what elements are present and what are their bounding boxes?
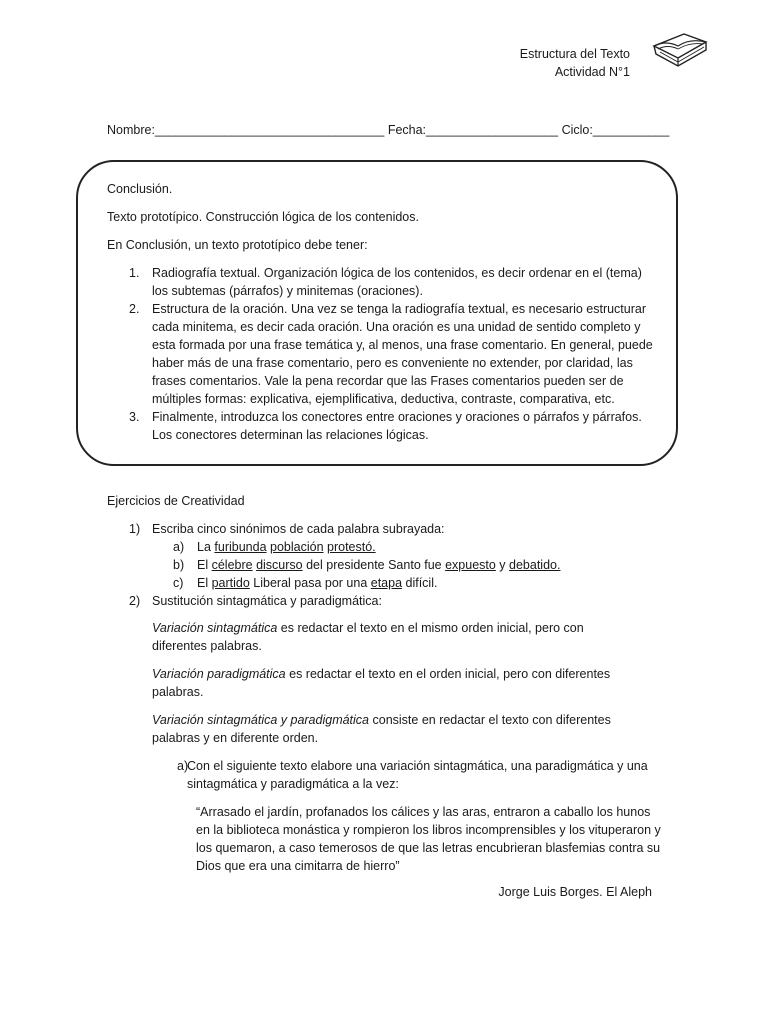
list-item: 1. Radiografía textual. Organización lógica de los contenidos, es decir ordenar en el (tema) los subtemas (párrafos) y minitemas (oraciones). (129, 266, 642, 298)
activity-number: Actividad N°1 (554, 65, 630, 79)
definitions (107, 619, 667, 747)
exercise-1a: a) La furibunda población protestó. (173, 540, 376, 554)
list-item: 2. Estructura de la oración. Una vez se tenga la radiografía textual, es necesario estructurar cada minitema, es decir cada oración. Una oración es una unidad de sentido completo y esta formada por una frase temática y, al menos, una frase comentario. En general, puede haber más de una frase comentario, pero es conveniente no extender, por claridad, las frases comentarios. Vale la pena recordar que las Frases comentarios pueden ser de múltiples formas: explicativa, ejemplificativa, deductiva, contraste, comparativa, etc. (129, 302, 653, 406)
conclusion-intro: Texto prototípico. Construcción lógica de los contenidos. (107, 210, 419, 224)
conclusion-list (107, 264, 656, 444)
definition-combinada: Variación sintagmática y paradigmática consiste en redactar el texto con diferentes palabras y en diferente orden. (152, 713, 611, 745)
list-item: 3. Finalmente, introduzca los conectores entre oraciones y oraciones o párrafos y párrafos. Los conectores determinan las relaciones lógicas. (129, 410, 642, 442)
definition-paradigmatica: Variación paradigmática es redactar el texto en el orden inicial, pero con diferentes palabras. (152, 667, 611, 699)
conclusion-lead: En Conclusión, un texto prototípico debe tener: (107, 238, 368, 252)
conclusion-box (76, 160, 678, 466)
definition-sintagmatica: Variación sintagmática es redactar el texto en el mismo orden inicial, pero con diferentes palabras. (152, 621, 584, 653)
exercise-1b: b) El célebre discurso del presidente Santo fue expuesto y debatido. (173, 558, 561, 572)
quote-author: Jorge Luis Borges. El Aleph (498, 885, 652, 899)
exercises-section (107, 492, 667, 901)
exercises-title: Ejercicios de Creatividad (107, 494, 245, 508)
exercise-2a: a) Con el siguiente texto elabore una variación sintagmática, una paradigmática y una sintagmática y paradigmática a la vez: (177, 759, 648, 791)
exercise-1: 1) Escriba cinco sinónimos de cada palabra subrayada: (129, 522, 445, 536)
conclusion-heading: Conclusión. (107, 182, 173, 196)
document-header (520, 45, 630, 81)
exercise-1c: c) El partido Liberal pasa por una etapa difícil. (173, 576, 438, 590)
document-title: Estructura del Texto (519, 47, 630, 61)
open-book-icon (648, 32, 712, 72)
exercise-2: 2) Sustitución sintagmática y paradigmática: (129, 594, 382, 608)
student-info-line: Nombre:_________________________________ Fecha:___________________ Ciclo:___________ (107, 123, 670, 137)
borges-quote: “Arrasado el jardín, profanados los cálices y las aras, entraron a caballo los hunos en la biblioteca monástica y rompieron los libros incomprensibles y los vituperaron y los quemaron, a caso temerosos de que las letras encubrieran blasfemias contra su Dios que era una cimitarra de hierro” (196, 805, 661, 873)
